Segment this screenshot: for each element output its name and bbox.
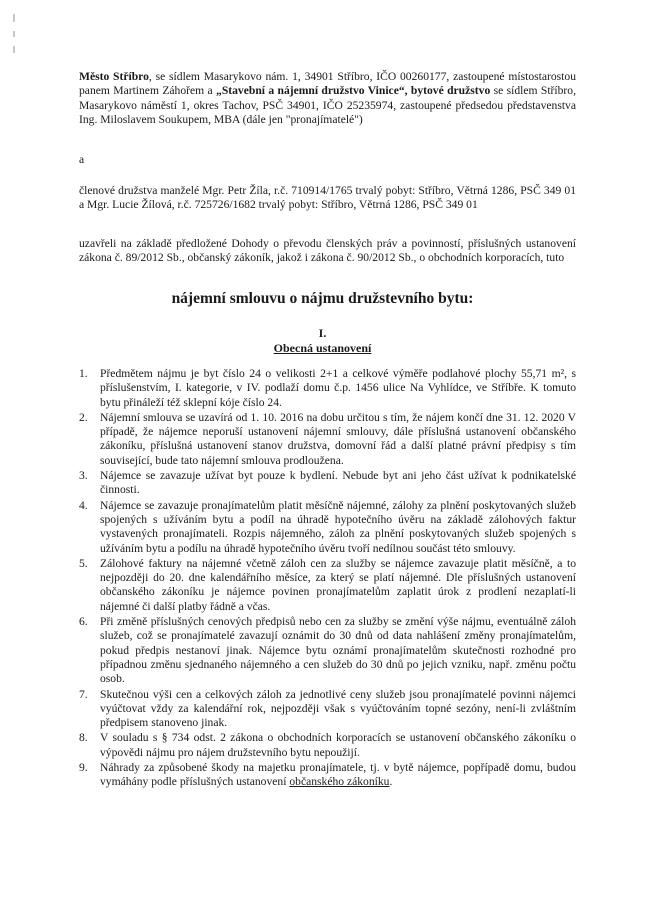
item-text: Skutečnou výši cen a celkových záloh za jednotlivé ceny služeb jsou pronajímatelé povinni nájemci vyúčtovat vždy za kalendářní rok, nejpozději však s vyúčtováním topné sezóny, není-li zvláštním předpisem stanoveno jinak. [100,687,576,730]
item-number: 2. [79,410,88,424]
provisions-list [79,367,576,791]
item-number: 8. [79,731,88,745]
section-number: I. [318,326,327,340]
list-item [79,367,576,410]
conjunction-and: a [79,153,85,166]
concluded-paragraph: uzavřeli na základě předložené Dohody o převodu členských práv a povinností, příslušných ustanovení zákona č. 89/2012 Sb., občanský zákoník, jakož i zákona č. 90/2012 Sb., o obchodních korporacích, tuto [79,237,576,265]
section-title: Obecná ustanovení [273,341,372,355]
item-number: 9. [79,761,88,775]
list-item [79,411,576,468]
item-text: Nájemce se zavazuje pronajímatelům platit měsíčně nájemné, zálohy za plnění poskytovaných služeb spojených s užíváním bytu a podíl na úhradě hypotečního úvěru na základě zálohových faktur vystavených pronajímateli. Rozpis nájemného, záloh za plnění poskytovaných služeb spojených s užíváním bytu a podílu na úhradě hypotečního úvěru tvoří nedílnou součást této smlouvy. [100,498,576,555]
item-number: 1. [79,367,88,380]
item-number: 6. [79,615,88,629]
item-text: V souladu s § 734 odst. 2 zákona o obchodních korporacích se ustanovení občanského zákoníku o výpovědi nájmu pro nájem družstevního bytu nepoužijí. [100,731,576,759]
list-item [79,615,576,686]
item-text: Zálohové faktury na nájemné včetně záloh cen za služby se nájemce zavazuje platit měsíčně, a to nejpozději do 20. dne kalendářního měsíce, za který se platí nájemné. Dle příslušných ustanovení občanského zákoníku je nájemce povinen pronajímatelům zaplatit úrok z prodlení nezaplatí-li nájemné či další platby řádně a včas. [100,556,576,613]
lessor-details-2: se sídlem Stříbro, Masarykovo náměstí 1, okres Tachov, PSČ 34901, IČO 25235974, zastoupené předsedou představenstva Ing. Miloslavem Soukupem, MBA (dále jen "pronajímatelé") [79,84,576,126]
scan-margin-mark [13,31,15,37]
item-number: 3. [79,469,88,483]
item-text: Při změně příslušných cenových předpisů nebo cen za služby se změní výše nájmu, eventuálně záloh služeb, což se pronajímatelé zavazují oznámit do 30 dnů od data nahlášení změny pronajímatelům, pokud předpis nestanoví jinak. Nájemce bytu oznámí pronajímatelům skutečnosti rozhodné pro případnou změnu sjednaného nájemného a cen služeb do 30 dnů po jejich vzniku, např. změnu počtu osob. [100,615,576,686]
cooperative-name: „Stavební a nájemní družstvo Vinice“, bytové družstvo [216,84,491,98]
lessor-name: Město Stříbro [79,70,149,83]
list-item [79,499,576,556]
tenants-paragraph: členové družstva manželé Mgr. Petr Žíla, r.č. 710914/1765 trvalý pobyt: Stříbro, Větrná 1286, PSČ 349 01 a Mgr. Lucie Žílová, r.č. 725726/1682 trvalý pobyt: Stříbro, Větrná 1286, PSČ 349 01 [79,184,576,212]
lessor-paragraph [79,70,576,127]
item-text: Náhrady za způsobené škody na majetku pronajímatele, tj. v bytě nájemce, popřípadě domu, budou vymáhány podle příslušných ustanovení [100,761,576,789]
item-number: 7. [79,687,88,701]
list-item [79,688,576,731]
item-number: 4. [79,498,88,512]
list-item [79,557,576,614]
civil-code-reference: občanského zákoníku [289,775,390,789]
lessor-details-1: , se sídlem Masarykovo nám. 1, 34901 Stříbro, IČO 00260177, zastoupené místostarostou panem Martinem Záhořem a [79,70,576,98]
item-text: Předmětem nájmu je byt číslo 24 o velikosti 2+1 a celkové výměře podlahové plochy 55,71 m², s příslušenstvím, I. kategorie, v IV. podlaží domu č.p. 1456 ulice Na Vyhlídce, ve Stříbře. K tomuto bytu přináleží též sklepní kóje číslo 24. [100,367,576,409]
scan-margin-mark [13,46,15,53]
scan-margin-mark [13,14,15,22]
item-text-end: . [389,775,393,789]
list-item [79,469,576,498]
item-number: 5. [79,556,88,570]
list-item [79,731,576,760]
item-text: Nájemní smlouva se uzavírá od 1. 10. 2016 na dobu určitou s tím, že nájem končí dne 31. 12. 2020 V případě, že nájemce neporuší ustanovení nájemní smlouvy, dále příslušná ustanovení občanského zákoníku, příslušná ustanovení stanov družstva, domovní řád a další platné právní předpisy s tím související, bude tato nájemní smlouva prodloužena. [100,410,576,467]
item-text: Nájemce se zavazuje užívat byt pouze k bydlení. Nebude byt ani jeho část užívat k podnikatelské činnosti. [100,469,576,497]
contract-title: nájemní smlouvu o nájmu družstevního bytu: [171,290,474,307]
list-item [79,761,576,790]
